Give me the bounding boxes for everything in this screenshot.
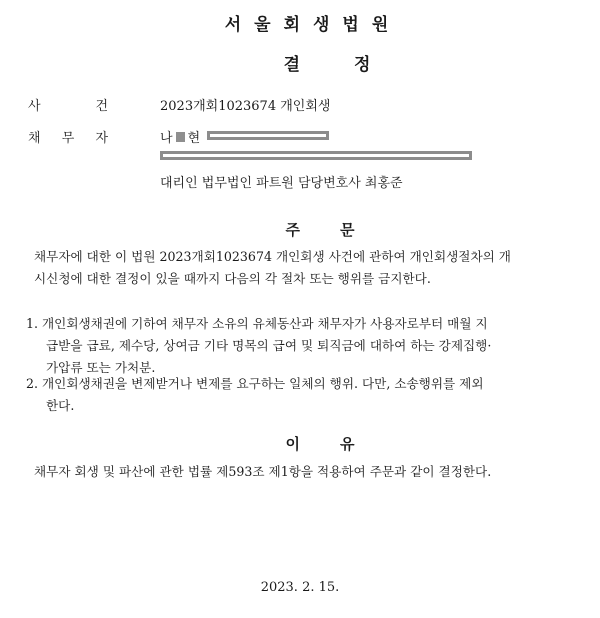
case-label-char: 사 [28,99,41,114]
debtor-label [28,127,108,146]
legal-agent: 대리인 법무법인 파트원 담당변호사 최홍준 [160,176,403,191]
order-item-2-line: 한다. [46,398,75,413]
debtor-name-prefix: 나 [160,131,173,146]
debtor-label-char: 채 [28,131,41,146]
case-label-char: 건 [95,99,108,114]
order-item-2-line: 2. 개인회생채권을 변제받거나 변제를 요구하는 일체의 행위. 다만, 소송행위를 제외 [26,376,484,391]
order-heading: 주문 [285,221,395,239]
decision-date: 2023. 2. 15. [260,580,340,595]
debtor-label-char: 자 [95,131,108,146]
case-label [28,95,108,114]
debtor-label-char: 무 [61,131,75,146]
court-name: 서울회생법원 [224,15,402,35]
order-intro-line: 시신청에 대한 결정이 있을 때까지 다음의 각 절차 또는 행위를 금지한다. [34,271,431,286]
redacted-address [160,151,472,160]
redaction-mark [176,132,185,142]
document-type: 결정 [283,55,425,75]
order-intro-line: 채무자에 대한 이 법원 2023개회1023674 개인회생 사건에 관하여 개인회생절차의 개 [34,249,511,264]
order-item-1-line: 급받을 급료, 제수당, 상여금 기타 명목의 급여 및 퇴직금에 대하여 하는 강제집행· [46,338,492,353]
debtor-name-suffix: 현 [187,131,201,146]
order-item-1-line: 가압류 또는 가처분. [46,360,156,375]
case-number: 2023개회1023674 개인회생 [160,99,331,114]
debtor-name [160,127,200,146]
order-item-1-line: 1. 개인회생채권에 기하여 채무자 소유의 유체동산과 채무자가 사용자로부터 매월 지 [26,316,488,331]
redacted-id-number [207,131,329,140]
reason-text: 채무자 회생 및 파산에 관한 법률 제593조 제1항을 적용하여 주문과 같이 결정한다. [34,464,492,479]
reason-heading: 이유 [285,435,395,453]
